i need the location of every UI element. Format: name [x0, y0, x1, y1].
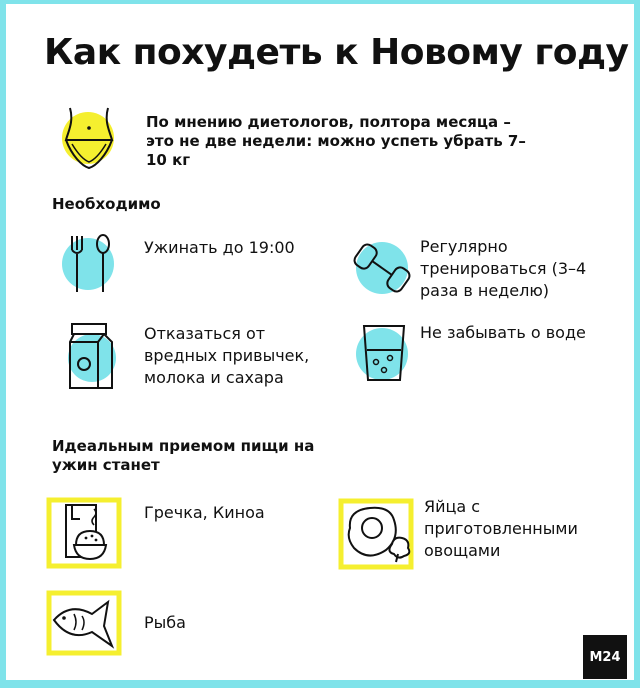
grain-bowl-icon: [46, 497, 122, 569]
fork-spoon-icon: [60, 232, 124, 296]
fried-egg-icon: [338, 498, 418, 570]
milk-carton-icon: [64, 322, 124, 392]
necessary-item-text: Регулярно тренироваться (3–4 раза в неделю): [420, 237, 587, 300]
necessary-item-text: Не забывать о воде: [420, 323, 586, 342]
section-dinner-heading: Идеальным приемом пищи на ужин станет: [52, 437, 315, 474]
dumbbell-icon: [350, 238, 414, 296]
m24-logo: M24: [583, 635, 627, 679]
dinner-item-text: Гречка, Киноа: [144, 503, 265, 522]
necessary-item-text: Ужинать до 19:00: [144, 238, 295, 257]
section-necessary-heading: Необходимо: [52, 195, 161, 213]
dinner-item-text: Рыба: [144, 613, 186, 632]
dinner-item-text: Яйца с приготовленными овощами: [424, 497, 578, 560]
waist-icon: [58, 104, 120, 174]
page-title: Как похудеть к Новому году: [44, 32, 629, 73]
necessary-item-text: Отказаться от вредных привычек, молока и сахара: [144, 324, 310, 387]
intro-text: По мнению диетологов, полтора месяца – это не две недели: можно успеть убрать 7–10 кг: [146, 113, 526, 169]
water-glass-icon: [354, 322, 414, 384]
fish-icon: [46, 590, 122, 656]
